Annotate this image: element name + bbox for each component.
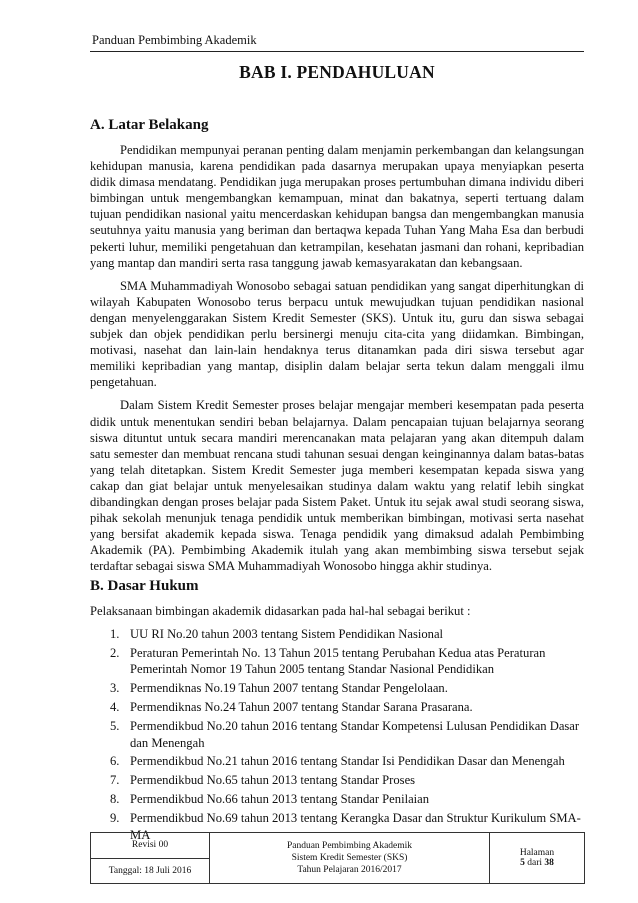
list-item — [90, 753, 584, 770]
list-item-number: 2. — [110, 645, 120, 660]
paragraph: Dalam Sistem Kredit Semester proses belajar mengajar memberi kesempatan pada peserta didik untuk menentukan sendiri beban belajarnya. Dalam pencapaian tujuan belajarnya seorang siswa dituntut untuk secara mandiri merencanakan mata pelajaran yang akan ditempuh dalam satu semester dan membuat rencana studi tahunan sesuai dengan keinginannya dalam batas-batas yang telah ditetapkan. Sistem Kredit Semester juga memberi kesempatan kepada siswa yang cakap dan giat belajar untuk menyelesaikan studinya dalam waktu yang relatif lebih singkat dibandingkan dengan proses belajar pada Sistem Paket. Untuk itu sejak awal studi seorang siswa, pihak sekolah menunjuk tenaga pendidik untuk memberikan bimbingan, motivasi serta nasehat yang bersifat akademik kepada siswa. Tenaga pendidik yang dimaksud adalah Pembimbing Akademik (PA). Pembimbing Akademik itulah yang akan membimbing siswa tersebut sejak terdaftar sebagai siswa SMA Muhammadiyah Wonosobo hingga akhir studinya. — [90, 398, 584, 574]
revision-cell: Revisi 00 — [91, 833, 210, 859]
list-item-text: Permendiknas No.19 Tahun 2007 tentang Standar Pengelolaan. — [130, 681, 448, 696]
document-system: Sistem Kredit Semester (SKS) — [291, 853, 408, 863]
list-item-text: Permendiknas No.24 Tahun 2007 tentang Standar Sarana Prasarana. — [130, 700, 473, 715]
page-label: Halaman — [519, 848, 555, 858]
paragraph: Pendidikan mempunyai peranan penting dalam menjamin perkembangan dan kelangsungan kehidupan manusia, karena pendidikan pada dasarnya merupakan upaya menyiapkan peserta didik dimasa mendatang. Pendidikan juga merupakan proses pertumbuhan dimana individu diberi bimbingan untuk mengembangkan kemampuan, minat dan bakatnya, seperti tertuang dalam tujuan pendidikan nasional yaitu mencerdaskan kehidupan bangsa dan mengembangkan manusia seutuhnya yaitu manusia yang beriman dan bertaqwa kepada Tuhan Yang Maha Esa dan berbudi pekerti luhur, memiliki pengetahuan dan ketrampilan, kesehatan jasmani dan rohani, kepribadian yang mantap dan mandiri serta rasa tanggung jawab kemasyarakatan dan kebangsaan. — [90, 143, 584, 270]
running-header: Panduan Pembimbing Akademik — [92, 33, 257, 47]
page-total: 38 — [544, 858, 554, 868]
list-item-text: Permendikbud No.66 tahun 2013 tentang Standar Penilaian — [130, 792, 430, 807]
list-item-number: 4. — [110, 700, 120, 715]
list-item-number: 3. — [110, 681, 120, 696]
list-item-text: Permendikbud No.69 tahun 2013 tentang Kerangka Dasar dan Struktur Kurikulum SMA-MA — [130, 811, 581, 842]
list-item-number: 9. — [110, 811, 120, 826]
chapter-title: BAB I. PENDAHULUAN — [239, 62, 435, 82]
list-item-number: 1. — [110, 627, 120, 641]
section-intro-dasar-hukum: Pelaksanaan bimbingan akademik didasarkan pada hal-hal sebagai berikut : — [90, 604, 471, 618]
page-count — [493, 858, 581, 868]
document-footer-table — [90, 832, 585, 884]
legal-basis-list — [90, 626, 584, 846]
list-item-text: UU RI No.20 tahun 2003 tentang Sistem Pendidikan Nasional — [130, 627, 444, 641]
list-item-text: Permendikbud No.65 tahun 2013 tentang Standar Proses — [130, 773, 416, 788]
header-divider — [90, 51, 584, 52]
list-item — [90, 791, 584, 808]
list-item — [90, 680, 584, 697]
list-item — [90, 718, 584, 751]
document-year: Tahun Pelajaran 2016/2017 — [297, 865, 402, 875]
list-item — [90, 626, 584, 643]
list-item-number: 5. — [110, 719, 120, 734]
section-body-latar-belakang — [90, 142, 584, 581]
list-item-text: Peraturan Pemerintah No. 13 Tahun 2015 tentang Perubahan Kedua atas Peraturan Pemerintah Nomor 19 Tahun 2005 tentang Standar Nasional Pendidikan — [130, 645, 546, 677]
list-item — [90, 699, 584, 716]
page-of: dari — [527, 858, 543, 868]
list-item-number: 7. — [110, 773, 120, 788]
list-item-text: Permendikbud No.20 tahun 2016 tentang Standar Kompetensi Lulusan Pendidikan Dasar dan Menengah — [130, 719, 580, 750]
section-heading-latar-belakang: A. Latar Belakang — [90, 117, 209, 133]
list-item-text: Permendikbud No.21 tahun 2016 tentang Standar Isi Pendidikan Dasar dan Menengah — [130, 754, 565, 769]
document-info-cell — [210, 833, 490, 884]
page-current: 5 — [520, 858, 525, 868]
list-item — [90, 645, 584, 678]
paragraph: SMA Muhammadiyah Wonosobo sebagai satuan pendidikan yang sangat diperhitungkan di wilayah Kabupaten Wonosobo terus berpacu untuk mewujudkan tujuan pendidikan nasional dengan menyelenggarakan Sistem Kredit Semester (SKS). Untuk itu, guru dan siswa sebagai subjek dan objek pendidikan perlu bersinergi menuju cita-cita yang diidamkan. Bimbingan, motivasi, nasehat dan lain-lain hendaknya terus ditanamkan pada diri siswa tersebut agar memiliki kepribadian yang mantap, disiplin dalam belajar serta tekun dalam menggali ilmu pengetahuan. — [90, 278, 584, 390]
section-heading-dasar-hukum: B. Dasar Hukum — [90, 578, 199, 594]
page-number-cell — [490, 833, 585, 884]
date-cell: Tanggal: 18 Juli 2016 — [91, 858, 210, 884]
list-item-number: 6. — [110, 754, 120, 769]
document-name: Panduan Pembimbing Akademik — [286, 841, 413, 851]
list-item — [90, 772, 584, 789]
list-item-number: 8. — [110, 792, 120, 807]
